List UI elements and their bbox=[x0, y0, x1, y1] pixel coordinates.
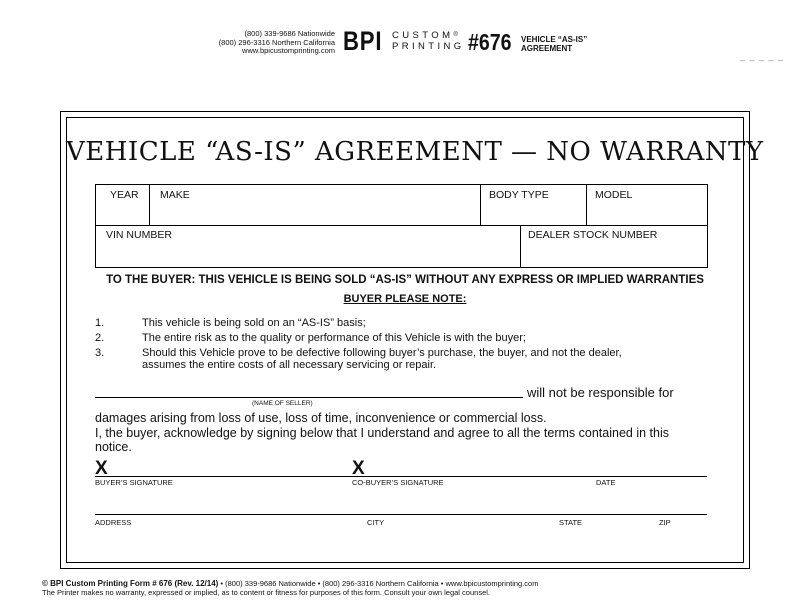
buyer-note-heading: BUYER PLEASE NOTE: bbox=[343, 293, 467, 305]
address-label: ADDRESS bbox=[95, 518, 132, 527]
website: www.bpicustomprinting.com bbox=[242, 46, 335, 55]
footer-disclaimer: The Printer makes no warranty, expressed or implied, as to content or fitness for purposes of this form. Consult your own legal counsel. bbox=[42, 588, 490, 597]
brand-logo-bpi: BPI bbox=[343, 26, 383, 56]
make-field-label: MAKE bbox=[160, 189, 190, 201]
buyer-notice: TO THE BUYER: THIS VEHICLE IS BEING SOLD “AS-IS” WITHOUT ANY EXPRESS OR IMPLIED WARRANTIES bbox=[106, 274, 704, 286]
header-contact bbox=[170, 30, 335, 56]
vin-field-label: VIN NUMBER bbox=[106, 229, 172, 241]
form-name-line2: AGREEMENT bbox=[521, 43, 573, 53]
date-label: DATE bbox=[596, 478, 616, 487]
seller-name-line[interactable] bbox=[95, 397, 523, 398]
seller-responsibility-text: will not be responsible for bbox=[527, 385, 674, 400]
footer-copyright: © BPI Custom Printing bbox=[42, 579, 128, 588]
address-line[interactable] bbox=[95, 514, 707, 515]
seller-name-caption: (NAME OF SELLER) bbox=[252, 400, 313, 407]
document-title: VEHICLE “AS-IS” AGREEMENT — NO WARRANTY bbox=[66, 137, 764, 167]
divider bbox=[149, 185, 150, 225]
year-field-label: YEAR bbox=[110, 189, 139, 201]
body-type-field-label: BODY TYPE bbox=[489, 189, 549, 201]
buyer-sign-mark: X bbox=[95, 458, 108, 479]
signature-line[interactable] bbox=[95, 476, 707, 477]
list-number: 1. bbox=[95, 317, 105, 329]
divider bbox=[586, 185, 587, 225]
buyer-signature-label: BUYER’S SIGNATURE bbox=[95, 478, 173, 487]
list-text: This vehicle is being sold on an “AS-IS” basis; bbox=[142, 317, 366, 329]
header-dashes: _ _ _ _ _ bbox=[740, 51, 785, 61]
footer-form-ref: Form # 676 (Rev. 12/14) bbox=[130, 579, 219, 588]
acknowledgement-line2: notice. bbox=[95, 440, 132, 454]
divider bbox=[480, 185, 481, 225]
list-text: Should this Vehicle prove to be defective following buyer’s purchase, the buyer, and not the dealer, bbox=[142, 347, 622, 359]
list-number: 3. bbox=[95, 347, 105, 359]
brand-logo-custom-printing bbox=[392, 30, 465, 52]
cobuyer-sign-mark: X bbox=[352, 458, 365, 479]
divider bbox=[520, 225, 521, 267]
list-text-continued: assumes the entire costs of all necessary servicing or repair. bbox=[142, 359, 437, 371]
form-name-line1: VEHICLE “AS-IS” bbox=[521, 35, 588, 44]
list-number: 2. bbox=[95, 332, 105, 344]
form-number: #676 bbox=[468, 29, 512, 55]
phone-california: (800) 296-3316 Northern California bbox=[218, 37, 335, 47]
list-text: The entire risk as to the quality or performance of this Vehicle is with the buyer; bbox=[142, 332, 526, 344]
footer-copyright-line bbox=[42, 579, 538, 588]
vehicle-info-row bbox=[95, 184, 708, 226]
phone-nationwide: (800) 339-9686 Nationwide bbox=[244, 29, 335, 38]
model-field-label: MODEL bbox=[595, 189, 633, 201]
registered-mark: ® bbox=[453, 32, 458, 38]
state-label: STATE bbox=[559, 518, 583, 527]
city-label: CITY bbox=[367, 518, 385, 527]
footer-contact: • (800) 339-9686 Nationwide • (800) 296-3316 Northern California • www.bpicustomprinting.com bbox=[218, 579, 539, 588]
acknowledgement-line1: I, the buyer, acknowledge by signing below that I understand and agree to all the terms contained in this bbox=[95, 426, 669, 440]
brand-printing: PRINTING bbox=[392, 41, 465, 52]
form-name bbox=[521, 36, 587, 53]
stock-number-field-label: DEALER STOCK NUMBER bbox=[528, 229, 658, 241]
zip-label: ZIP bbox=[659, 518, 671, 527]
cobuyer-signature-label: CO-BUYER’S SIGNATURE bbox=[352, 478, 444, 487]
vin-stock-row bbox=[95, 225, 708, 268]
damages-text: damages arising from loss of use, loss of time, inconvenience or commercial loss. bbox=[95, 411, 547, 425]
brand-custom: CUSTOM bbox=[392, 30, 454, 41]
